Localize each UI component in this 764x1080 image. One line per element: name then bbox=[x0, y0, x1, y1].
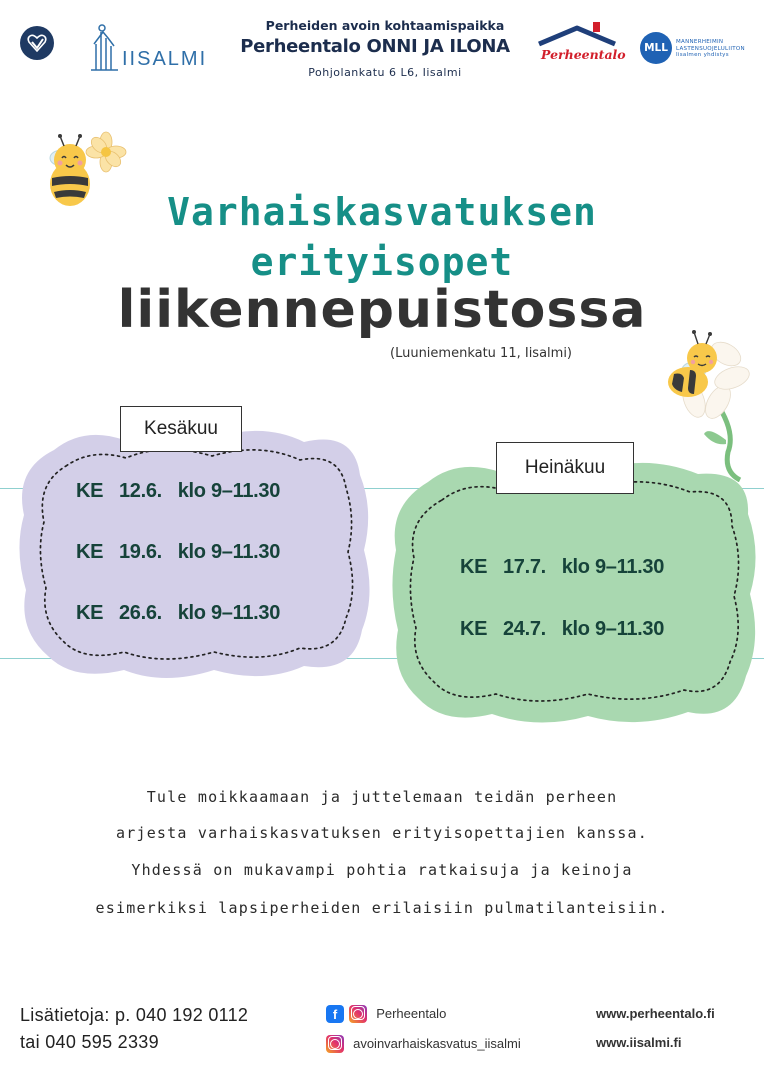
website-link-perheentalo[interactable]: www.perheentalo.fi bbox=[596, 1006, 715, 1021]
facebook-icon: f bbox=[326, 1005, 344, 1023]
title-line-1: Varhaiskasvatuksen bbox=[167, 190, 597, 234]
perheentalo-logo bbox=[535, 22, 626, 68]
body-text-line: arjesta varhaiskasvatuksen erityisopettajien kanssa. bbox=[116, 824, 648, 842]
website-link-iisalmi[interactable]: www.iisalmi.fi bbox=[596, 1035, 682, 1050]
july-month-label: Heinäkuu bbox=[496, 442, 634, 494]
social-instagram[interactable] bbox=[326, 1033, 521, 1053]
june-date-row: KE 19.6. klo 9–11.30 bbox=[76, 541, 281, 563]
july-date-row: KE 24.7. klo 9–11.30 bbox=[460, 618, 665, 640]
event-address: (Luuniemenkatu 11, Iisalmi) bbox=[390, 346, 572, 361]
june-date-row: KE 26.6. klo 9–11.30 bbox=[76, 602, 281, 624]
mll-logo-text: MANNERHEIMIN LASTENSUOJELULIITON Iisalmen yhdistys bbox=[676, 39, 745, 58]
header-title: Perheentalo ONNI JA ILONA bbox=[240, 36, 510, 57]
contact-info-phone-alt: tai 040 595 2339 bbox=[20, 1032, 159, 1052]
heart-logo-icon bbox=[20, 26, 54, 60]
contact-info-phone: Lisätietoja: p. 040 192 0112 bbox=[20, 1005, 249, 1025]
social-facebook[interactable] bbox=[326, 1003, 446, 1023]
june-month-label: Kesäkuu bbox=[120, 406, 242, 452]
july-date-row: KE 17.7. klo 9–11.30 bbox=[460, 556, 665, 578]
mll-logo bbox=[640, 30, 750, 70]
instagram-icon bbox=[349, 1005, 367, 1023]
perheentalo-logo-text: Perheentalo bbox=[541, 47, 626, 62]
body-text-line: Tule moikkaamaan ja juttelemaan teidän perheen bbox=[146, 788, 618, 806]
body-text-line: Yhdessä on mukavampi pohtia ratkaisuja ja keinoja bbox=[131, 861, 633, 879]
iisalmi-logo bbox=[88, 22, 208, 72]
header-subtitle: Perheiden avoin kohtaamispaikka bbox=[265, 18, 505, 33]
header-address: Pohjolankatu 6 L6, Iisalmi bbox=[308, 66, 462, 79]
june-date-row: KE 12.6. klo 9–11.30 bbox=[76, 480, 281, 502]
title-line-3: liikennepuistossa bbox=[117, 280, 647, 340]
iisalmi-logo-text: IISALMI bbox=[122, 48, 208, 70]
instagram-icon bbox=[326, 1035, 344, 1053]
flower-icon bbox=[86, 132, 126, 172]
mll-logo-badge: MLL bbox=[640, 32, 672, 64]
social-facebook-label: Perheentalo bbox=[376, 1006, 447, 1021]
body-text-line: esimerkiksi lapsiperheiden erilaisiin pulmatilanteisiin. bbox=[95, 899, 669, 917]
social-instagram-label: avoinvarhaiskasvatus_iisalmi bbox=[353, 1036, 521, 1051]
house-roof-icon bbox=[535, 22, 621, 50]
title-line-2: erityisopet bbox=[250, 240, 514, 284]
